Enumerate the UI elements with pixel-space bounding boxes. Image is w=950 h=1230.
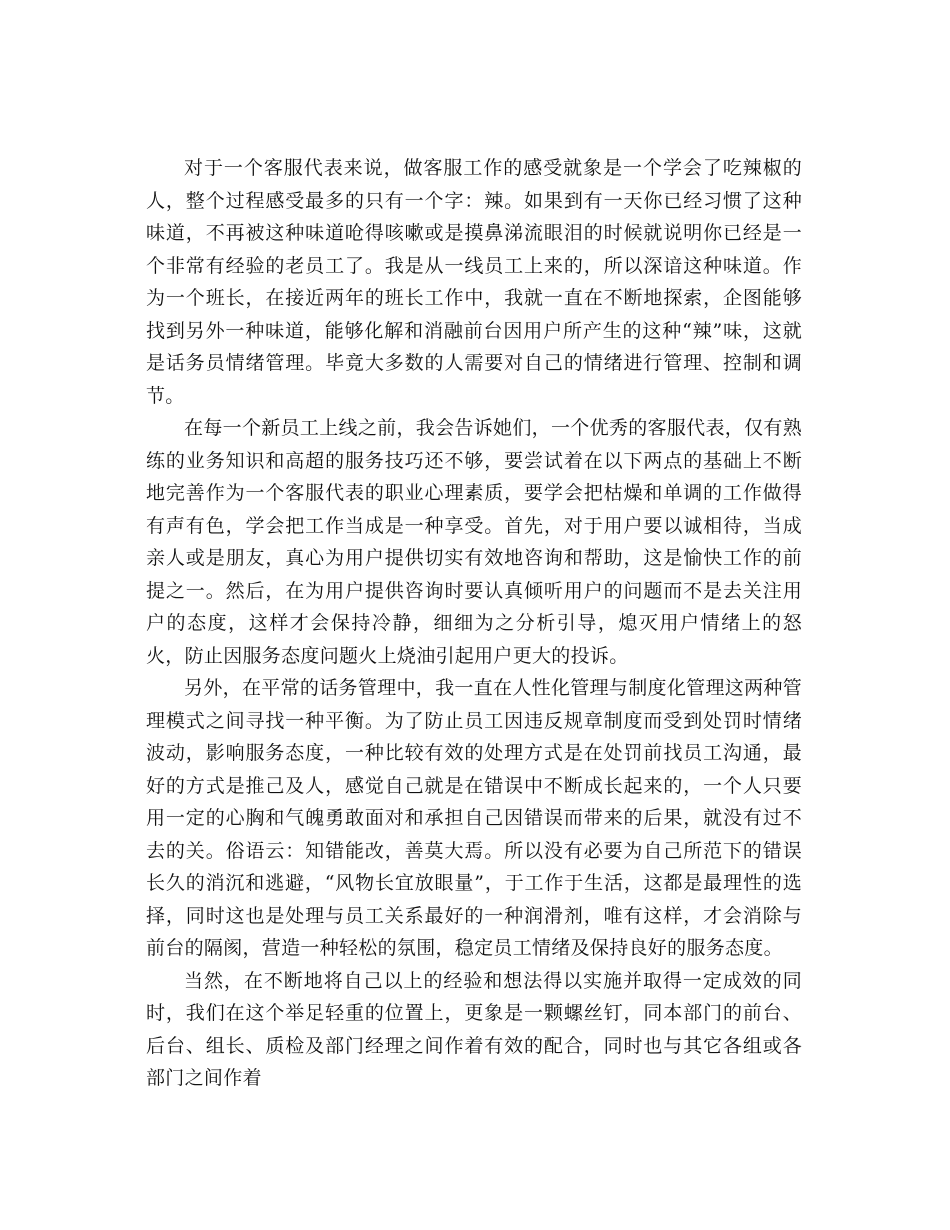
paragraph-3: 另外，在平常的话务管理中，我一直在人性化管理与制度化管理这两种管理模式之间寻找一种平衡。为了防止员工因违反规章制度而受到处罚时情绪波动，影响服务态度，一种比较有效的处理方式是在处罚前找员工沟通，最好的方式是推己及人，感觉自己就是在错误中不断成长起来的，一个人只要用一定的心胸和气魄勇敢面对和承担自己因错误而带来的后果，就没有过不去的关。俗语云：知错能改，善莫大焉。所以没有必要为自己所范下的错误长久的消沉和逃避，“风物长宜放眼量”，于工作于生活，这都是最理性的选择，同时这也是处理与员工关系最好的一种润滑剂，唯有这样，才会消除与前台的隔阂，营造一种轻松的氛围，稳定员工情绪及保持良好的服务态度。 [146, 677, 802, 959]
paragraph-2: 在每一个新员工上线之前，我会告诉她们，一个优秀的客服代表，仅有熟练的业务知识和高超的服务技巧还不够，要尝试着在以下两点的基础上不断地完善作为一个客服代表的职业心理素质，要学会把枯燥和单调的工作做得有声有色，学会把工作当成是一种享受。首先，对于用户要以诚相待，当成亲人或是朋友，真心为用户提供切实有效地咨询和帮助，这是愉快工作的前提之一。然后，在为用户提供咨询时要认真倾听用户的问题而不是去关注用户的态度，这样才会保持冷静，细细为之分析引导，熄灭用户情绪上的怒火，防止因服务态度问题火上烧油引起用户更大的投诉。 [146, 417, 802, 667]
paragraph-4: 当然，在不断地将自己以上的经验和想法得以实施并取得一定成效的同时，我们在这个举足轻重的位置上，更象是一颗螺丝钉，同本部门的前台、后台、组长、质检及部门经理之间作着有效的配合，同时也与其它各组或各部门之间作着 [146, 969, 802, 1089]
paragraph-1: 对于一个客服代表来说，做客服工作的感受就象是一个学会了吃辣椒的人，整个过程感受最多的只有一个字：辣。如果到有一天你已经习惯了这种味道，不再被这种味道呛得咳嗽或是摸鼻涕流眼泪的时候就说明你已经是一个非常有经验的老员工了。我是从一线员工上来的，所以深谙这种味道。作为一个班长，在接近两年的班长工作中，我就一直在不断地探索，企图能够找到另外一种味道，能够化解和消融前台因用户所产生的这种“辣”味，这就是话务员情绪管理。毕竟大多数的人需要对自己的情绪进行管理、控制和调节。 [146, 157, 802, 407]
document-body [146, 152, 802, 1095]
